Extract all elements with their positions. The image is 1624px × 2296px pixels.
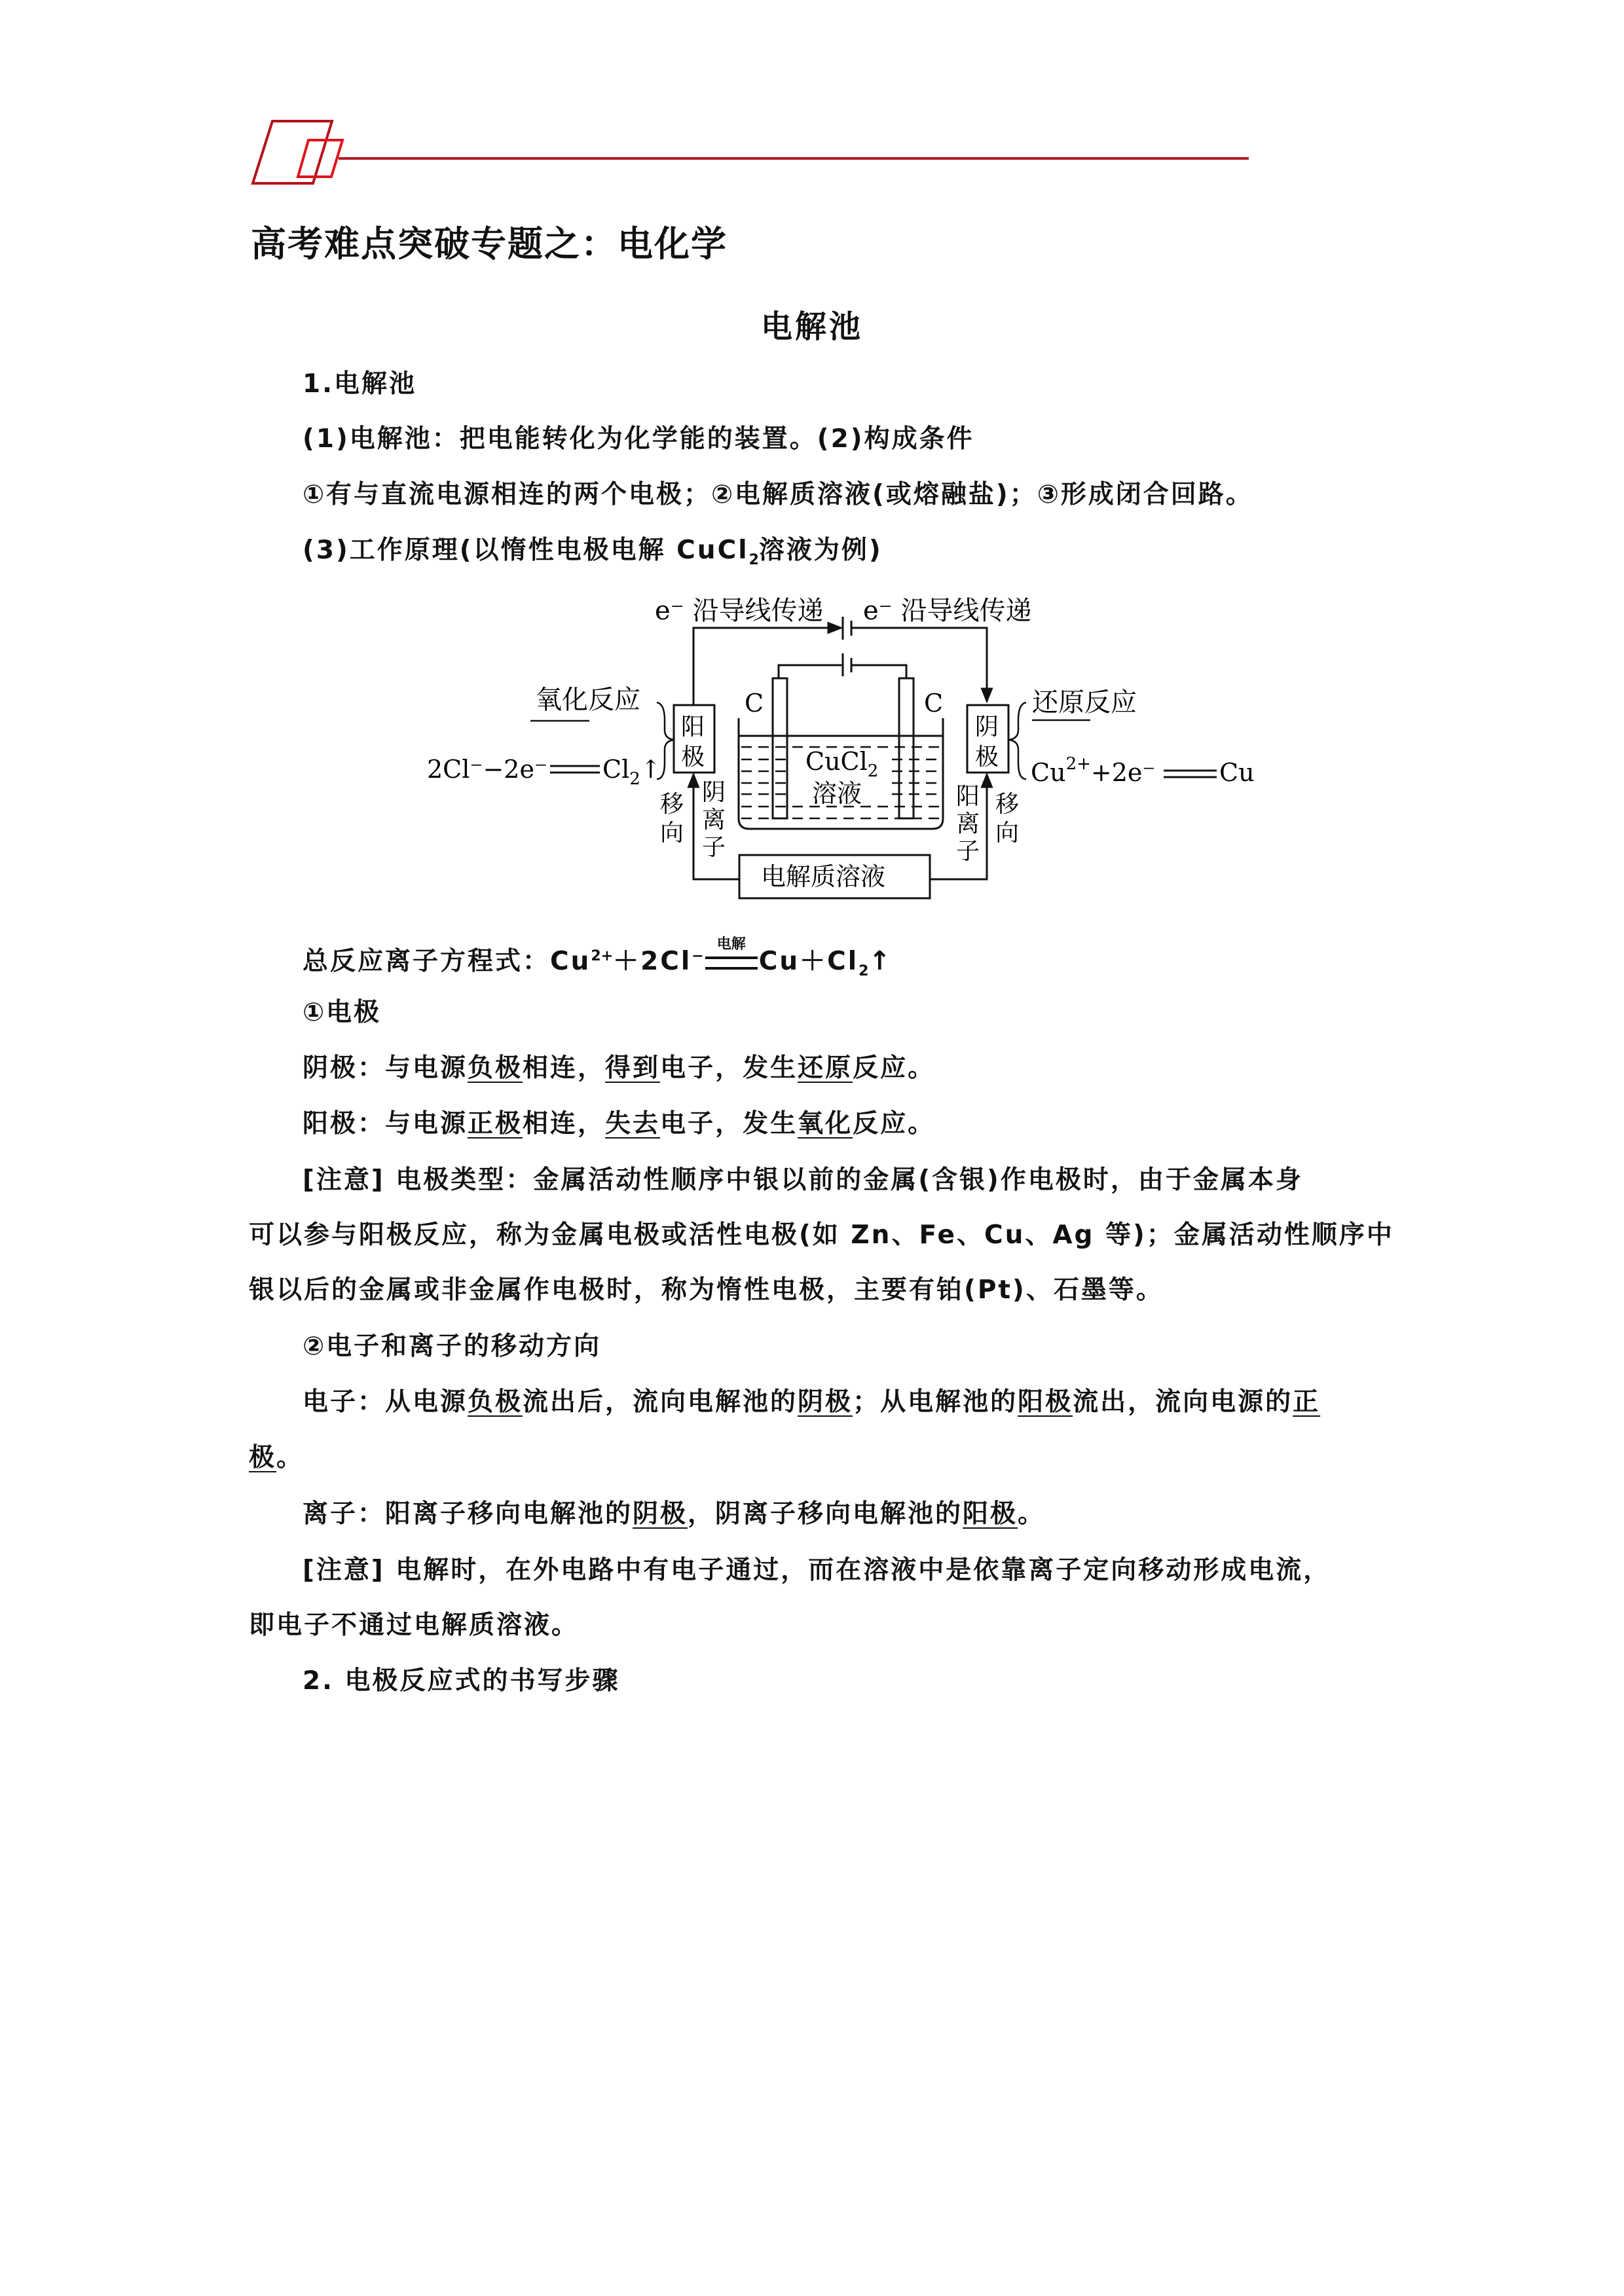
eq-cl: ＋2Cl <box>613 947 692 976</box>
ion-movement: 离子：阳离子移向电解池的阴极，阴离子移向电解池的阳极。 <box>303 1499 1046 1529</box>
cathode-equation-equals <box>1164 771 1217 777</box>
eq-cu: Cu <box>550 947 591 976</box>
anion-move-char-2: 向 <box>660 820 684 847</box>
gas-arrow-icon: ↑ <box>868 946 893 976</box>
cathode-box-char-1: 阴 <box>975 714 999 740</box>
cathode-equation: $Cu^{2+}+2e^-$ <box>1031 754 1156 787</box>
electrodes-heading: ①电极 <box>303 998 382 1027</box>
eq-cl2-sub: 2 <box>858 962 869 979</box>
electrode-note-line-2: 可以参与阳极反应，称为金属电极或活性电极(如 Zn、Fe、Cu、Ag 等)；金属活动性顺序中 <box>249 1220 1394 1250</box>
movement-heading: ②电子和离子的移动方向 <box>303 1332 602 1361</box>
item1-conditions: ①有与直流电源相连的两个电极；②电解质溶液(或熔融盐)；③形成闭合回路。 <box>303 480 1253 509</box>
cation-move-char-1: 移 <box>995 791 1020 818</box>
principle-subscript: 2 <box>748 551 759 568</box>
cathode-brace <box>1009 702 1026 779</box>
anode-equation: 2Cl⁻−2e⁻ <box>427 755 548 784</box>
overall-equation <box>303 936 893 988</box>
overall-label: 总反应离子方程式： <box>303 947 551 976</box>
cation-label-char-1: 阳 <box>956 783 980 810</box>
anode-reaction-type: 氧化反应 <box>536 685 640 715</box>
right-electrode-label: C <box>924 689 944 718</box>
movement-note-line-2: 即电子不通过电解质溶液。 <box>249 1611 580 1640</box>
cathode-box-char-2: 极 <box>975 744 999 771</box>
cathode-reaction-type: 还原反应 <box>1032 687 1137 718</box>
left-outer-wire <box>693 628 841 705</box>
electrode-note-line-1: [注意] 电极类型：金属活动性顺序中银以前的金属(含银)作电极时，由于金属本身 <box>303 1165 1303 1195</box>
anion-move-char-1: 移 <box>660 791 684 818</box>
item1-heading: 1.电解池 <box>303 369 416 399</box>
item1-definition: (1)电解池：把电能转化为化学能的装置。(2)构成条件 <box>303 424 974 454</box>
inner-left-wire <box>779 665 843 678</box>
electrolysis-condition: 电解 <box>716 936 746 953</box>
cathode-description: 阴极：与电源负极相连，得到电子，发生还原反应。 <box>303 1053 936 1083</box>
right-carbon-electrode <box>899 678 913 818</box>
electrode-note-line-3: 银以后的金属或非金属作电极时，称为惰性电极，主要有铂(Pt)、石墨等。 <box>249 1275 1164 1305</box>
document-title: 高考难点突破专题之：电化学 <box>251 223 728 264</box>
eq-cl-charge: − <box>692 948 704 964</box>
electrolyte-box-label: 电解质溶液 <box>761 862 886 891</box>
left-carbon-electrode <box>773 678 787 818</box>
principle-text: (3)工作原理(以惰性电极电解 CuCl <box>303 536 749 565</box>
anion-label-char-3: 子 <box>702 834 726 861</box>
anion-label-char-1: 阴 <box>702 779 726 806</box>
electrolysis-equals-sign <box>704 936 759 978</box>
anode-box-char-1: 阳 <box>681 714 705 740</box>
anode-description: 阳极：与电源正极相连，失去电子，发生氧化反应。 <box>303 1109 936 1139</box>
movement-note-line-1: [注意] 电解时，在外电路中有电子通过，而在溶液中是依靠离子定向移动形成电流， <box>303 1556 1331 1585</box>
left-electrode-label: C <box>745 689 764 718</box>
item1-principle <box>303 534 883 577</box>
principle-text-tail: 溶液为例) <box>758 536 883 565</box>
solution-formula: CuCl$_2$ <box>805 747 879 781</box>
cation-move-char-2: 向 <box>995 820 1020 847</box>
section-title: 电解池 <box>761 308 864 345</box>
cathode-product: Cu <box>1219 758 1255 787</box>
anion-label-char-2: 离 <box>702 807 726 833</box>
anode-box-char-2: 极 <box>681 744 705 771</box>
electron-movement: 电子：从电源负极流出后，流向电解池的阴极；从电解池的阳极流出，流向电源的正 <box>303 1387 1321 1417</box>
logo-large-parallelogram <box>253 121 332 183</box>
item2-heading: 2. 电极反应式的书写步骤 <box>303 1666 620 1696</box>
electron-movement-cont: 极。 <box>249 1443 304 1472</box>
wire-label-right: e⁻ 沿导线传递 <box>863 596 1032 626</box>
cation-label-char-2: 离 <box>956 811 980 837</box>
electrolytic-cell-diagram <box>406 576 1270 903</box>
anode-product: $Cl_2↑$ <box>602 755 661 789</box>
eq-products: Cu＋Cl <box>758 947 859 976</box>
solution-word: 溶液 <box>812 779 862 808</box>
cation-label-char-3: 子 <box>956 838 980 865</box>
anode-equation-equals <box>550 766 600 773</box>
wire-label-left: e⁻ 沿导线传递 <box>655 596 824 626</box>
header-logo-rule <box>242 111 1264 196</box>
eq-cu-charge: 2+ <box>591 948 614 964</box>
inner-right-wire <box>851 665 906 678</box>
